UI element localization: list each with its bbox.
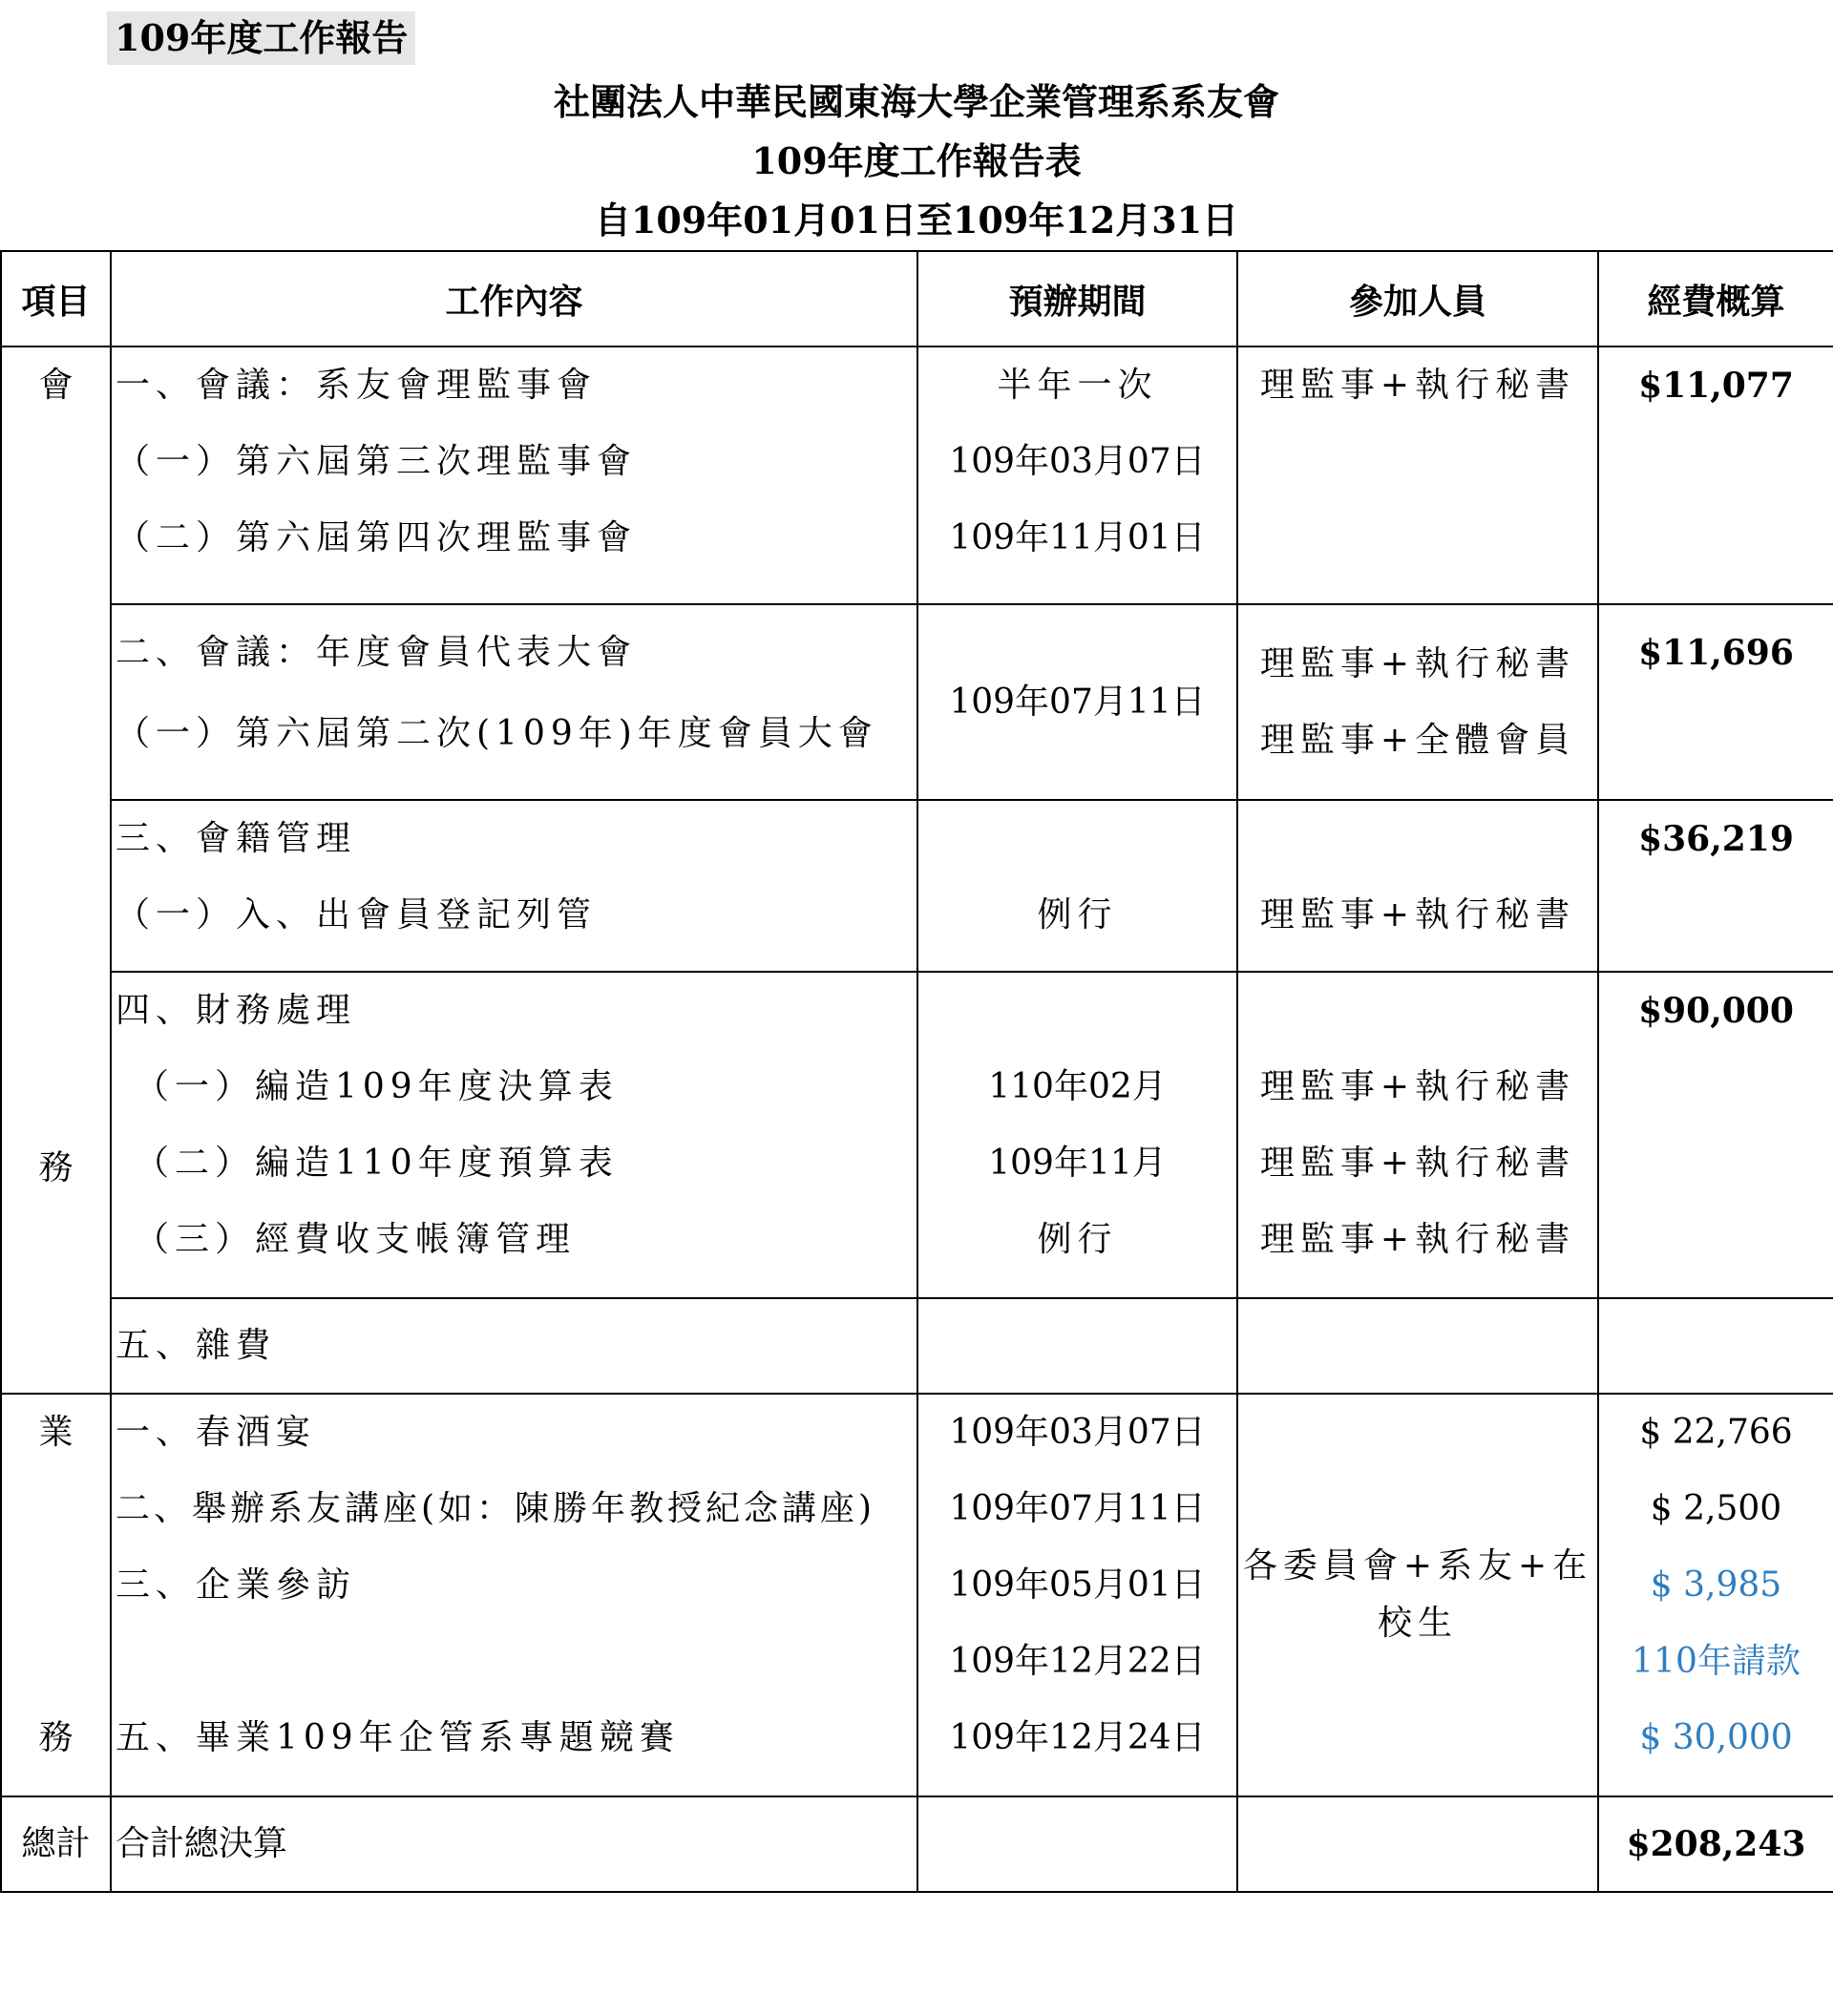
section-affairs-char1: 會	[38, 366, 74, 405]
row-business-budget	[1598, 1394, 1833, 1796]
budget-value: $ 2,500	[1650, 1489, 1782, 1528]
total-content-text: 合計總決算	[116, 1824, 288, 1863]
period-value: 109年11月01日	[949, 518, 1206, 557]
period-value: 110年02月	[988, 1067, 1167, 1106]
row-membership-content	[111, 800, 917, 972]
row-misc-period	[917, 1298, 1237, 1394]
row-general-assembly-period	[917, 604, 1237, 800]
content-item: 一、春酒宴	[116, 1413, 317, 1452]
row-membership-budget	[1598, 800, 1833, 972]
content-item: 二、舉辦系友講座(如：陳勝年教授紀念講座)	[116, 1489, 876, 1528]
total-period	[917, 1796, 1237, 1892]
content-title: 一、會議：系友會理監事會	[116, 366, 598, 405]
total-budget-value: $208,243	[1626, 1824, 1806, 1864]
period-value: 109年11月	[988, 1144, 1167, 1183]
content-sub: （一）入、出會員登記列管	[116, 895, 598, 934]
report-header-tag: 109年度工作報告	[107, 11, 415, 65]
participants-value: 理監事+執行秘書	[1259, 1067, 1576, 1106]
period-value: 109年07月11日	[949, 1489, 1206, 1528]
row-general-assembly-content	[111, 604, 917, 800]
table-row	[1, 1298, 1833, 1394]
participants-value: 理監事+執行秘書	[1259, 895, 1576, 934]
table-row	[1, 346, 1833, 604]
column-header-budget: 經費概算	[1598, 251, 1833, 346]
content-sub: （三）經費收支帳簿管理	[135, 1220, 577, 1259]
column-header-item: 項目	[1, 251, 111, 346]
org-title: 社團法人中華民國東海大學企業管理系系友會	[553, 80, 1279, 123]
document-titles	[0, 73, 1833, 250]
row-business-period	[917, 1394, 1237, 1796]
budget-value: $11,696	[1638, 633, 1794, 673]
row-membership-participants	[1237, 800, 1598, 972]
row-finance-content	[111, 972, 917, 1298]
content-item: 五、畢業109年企管系專題競賽	[116, 1718, 680, 1757]
content-title: 五、雜費	[116, 1326, 277, 1365]
period-value: 半年一次	[997, 366, 1158, 405]
row-general-assembly-participants	[1237, 604, 1598, 800]
content-sub: （一）第六屆第二次(109年)年度會員大會	[116, 714, 878, 753]
period-title: 自109年01月01日至109年12月31日	[594, 199, 1239, 242]
budget-value: $ 30,000	[1639, 1718, 1793, 1757]
period-value: 109年03月07日	[949, 1413, 1206, 1452]
total-label-text: 總計	[21, 1824, 91, 1863]
work-report-table	[0, 250, 1833, 1893]
total-label	[1, 1796, 111, 1892]
content-title: 四、財務處理	[116, 991, 357, 1030]
period-value: 例行	[1037, 895, 1118, 934]
budget-value: $36,219	[1638, 819, 1794, 859]
content-title: 三、會籍管理	[116, 819, 357, 858]
participants-value: 校生	[1377, 1604, 1458, 1643]
row-meetings-board-content	[111, 346, 917, 604]
row-finance-period	[917, 972, 1237, 1298]
column-header-period: 預辦期間	[917, 251, 1237, 346]
section-business-char1: 業	[38, 1413, 74, 1452]
budget-value: $11,077	[1638, 366, 1794, 406]
row-finance-participants	[1237, 972, 1598, 1298]
row-membership-period	[917, 800, 1237, 972]
table-row	[1, 604, 1833, 800]
content-sub: （二）編造110年度預算表	[135, 1144, 619, 1183]
total-participants	[1237, 1796, 1598, 1892]
content-sub: （一）編造109年度決算表	[135, 1067, 619, 1106]
section-business-char2: 務	[38, 1718, 74, 1757]
budget-value: $ 22,766	[1639, 1413, 1793, 1452]
row-finance-budget	[1598, 972, 1833, 1298]
participants-value: 理監事+執行秘書	[1259, 366, 1576, 405]
content-sub: （二）第六屆第四次理監事會	[116, 518, 638, 557]
content-sub: （一）第六屆第三次理監事會	[116, 442, 638, 481]
section-affairs-char2: 務	[38, 1148, 74, 1187]
budget-value: 110年請款	[1632, 1642, 1801, 1681]
period-value: 109年12月22日	[949, 1642, 1206, 1681]
participants-value: 理監事+執行秘書	[1259, 1144, 1576, 1183]
section-label-affairs	[1, 346, 111, 1394]
period-value: 例行	[1037, 1220, 1118, 1259]
budget-value: $90,000	[1638, 991, 1794, 1031]
row-business-content	[111, 1394, 917, 1796]
content-item: 三、企業參訪	[116, 1565, 357, 1605]
row-meetings-board-budget	[1598, 346, 1833, 604]
participants-value: 各委員會+系友+在	[1242, 1546, 1593, 1586]
row-general-assembly-budget	[1598, 604, 1833, 800]
period-value: 109年07月11日	[949, 682, 1206, 722]
participants-value: 理監事+執行秘書	[1259, 643, 1576, 683]
period-value: 109年12月24日	[949, 1718, 1206, 1757]
total-budget	[1598, 1796, 1833, 1892]
budget-value: $ 3,985	[1650, 1565, 1782, 1605]
participants-value: 理監事+執行秘書	[1259, 1220, 1576, 1259]
row-misc-participants	[1237, 1298, 1598, 1394]
row-business-participants	[1237, 1394, 1598, 1796]
period-value: 109年05月01日	[949, 1565, 1206, 1605]
section-label-business	[1, 1394, 111, 1796]
table-row	[1, 972, 1833, 1298]
table-header-row	[1, 251, 1833, 346]
column-header-content: 工作內容	[111, 251, 917, 346]
row-meetings-board-participants	[1237, 346, 1598, 604]
table-row	[1, 1394, 1833, 1796]
report-title: 109年度工作報告表	[751, 139, 1082, 182]
column-header-participants: 參加人員	[1237, 251, 1598, 346]
participants-value: 理監事+全體會員	[1259, 720, 1576, 760]
period-value: 109年03月07日	[949, 442, 1206, 481]
total-content	[111, 1796, 917, 1892]
row-meetings-board-period	[917, 346, 1237, 604]
row-misc-budget	[1598, 1298, 1833, 1394]
row-misc-content	[111, 1298, 917, 1394]
table-row	[1, 800, 1833, 972]
table-row-total	[1, 1796, 1833, 1892]
content-title: 二、會議：年度會員代表大會	[116, 633, 638, 672]
